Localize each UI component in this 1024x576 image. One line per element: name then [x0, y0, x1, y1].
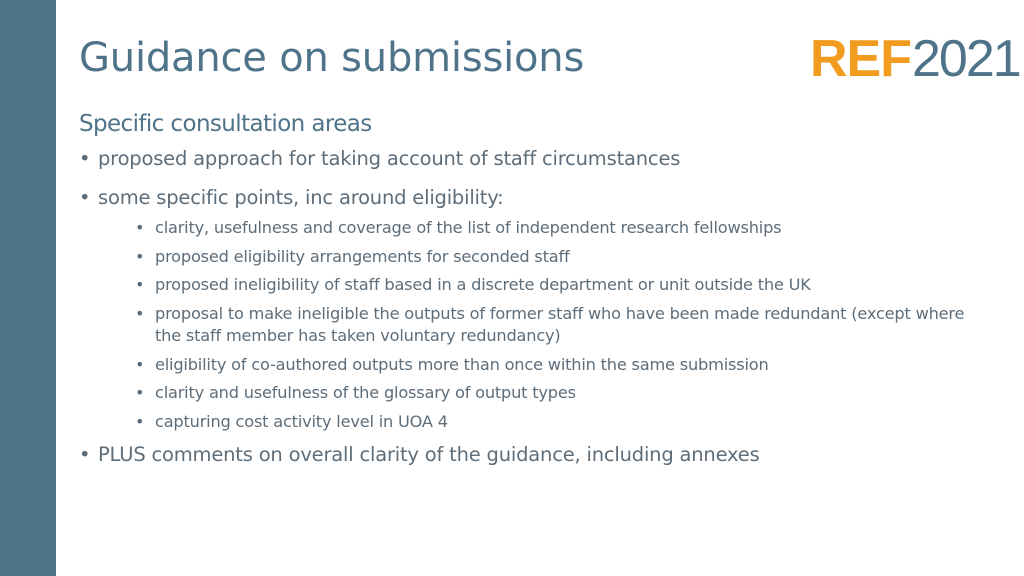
sub-bullet-item: • proposed eligibility arrangements for seconded staff	[135, 246, 979, 269]
ref2021-logo	[810, 30, 1020, 88]
sub-bullet-item: • clarity, usefulness and coverage of the list of independent research fellowships	[135, 217, 979, 240]
sub-bullet-item: • proposal to make ineligible the outputs of former staff who have been made redundant (except where the staff member has taken voluntary redundancy)	[135, 303, 979, 348]
slide-content	[79, 108, 979, 481]
sub-bullet-item: • eligibility of co-authored outputs more than once within the same submission	[135, 354, 979, 377]
sub-bullet-list	[98, 217, 979, 433]
left-sidebar-band	[0, 0, 56, 576]
slide-subtitle: Specific consultation areas	[79, 111, 372, 137]
bullet-item: • proposed approach for taking account of staff circumstances	[79, 146, 979, 172]
sub-bullet-item: • clarity and usefulness of the glossary of output types	[135, 382, 979, 405]
bullet-list	[79, 146, 979, 468]
bullet-item-eligibility	[79, 185, 979, 433]
sub-bullet-item: • proposed ineligibility of staff based in a discrete department or unit outside the UK	[135, 274, 979, 297]
sub-bullet-item: • capturing cost activity level in UOA 4	[135, 411, 979, 434]
logo-year-text: 2021	[912, 30, 1020, 88]
slide-title: Guidance on submissions	[79, 35, 585, 81]
bullet-item: • PLUS comments on overall clarity of the guidance, including annexes	[79, 442, 979, 468]
logo-ref-text: REF	[810, 30, 911, 88]
bullet-item-text: some specific points, inc around eligibility:	[98, 186, 504, 209]
